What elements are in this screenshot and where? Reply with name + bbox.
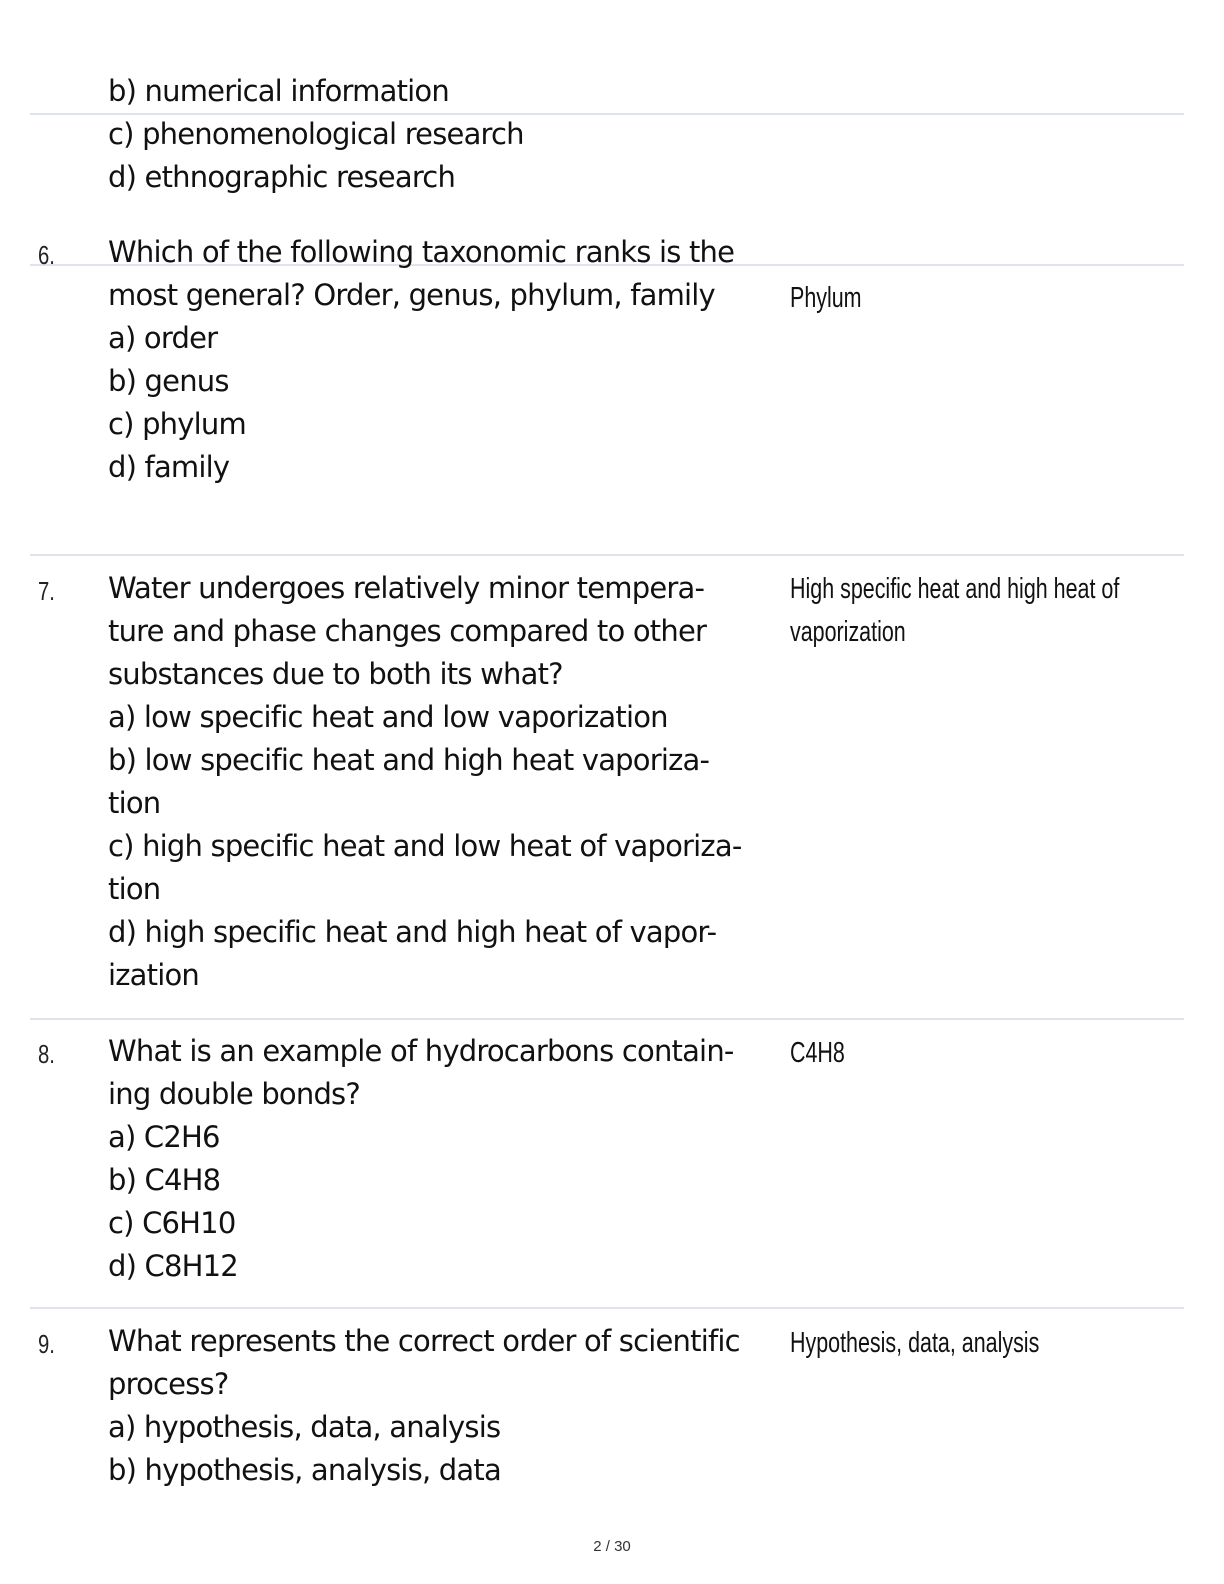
option-b: b) C4H8 bbox=[108, 1163, 221, 1197]
question-number: 9. bbox=[38, 1329, 55, 1359]
answer-text: High specific heat and high heat of bbox=[790, 573, 1120, 605]
option-b: b) genus bbox=[108, 364, 229, 398]
option-d: d) family bbox=[108, 450, 230, 484]
answer-text: Phylum bbox=[790, 282, 862, 314]
row-divider bbox=[30, 1307, 1184, 1309]
option-b: b) low specific heat and high heat vaporiza- bbox=[108, 743, 710, 777]
option-d: d) C8H12 bbox=[108, 1249, 238, 1283]
option-b: tion bbox=[108, 786, 161, 820]
question-number: 6. bbox=[38, 240, 55, 270]
option-c: c) C6H10 bbox=[108, 1206, 236, 1240]
option-c: c) phenomenological research bbox=[108, 117, 524, 151]
question-text: Which of the following taxonomic ranks is the bbox=[108, 235, 735, 269]
option-d: d) ethnographic research bbox=[108, 160, 456, 194]
answer-text: vaporization bbox=[790, 616, 906, 648]
row-divider bbox=[30, 554, 1184, 556]
page-number: 2 / 30 bbox=[593, 1538, 631, 1555]
question-text: process? bbox=[108, 1367, 229, 1401]
question-text: ture and phase changes compared to other bbox=[108, 614, 707, 648]
question-text: most general? Order, genus, phylum, family bbox=[108, 278, 715, 312]
question-number: 8. bbox=[38, 1039, 55, 1069]
option-d: ization bbox=[108, 958, 200, 992]
row-divider bbox=[30, 1018, 1184, 1020]
option-d: d) high specific heat and high heat of vapor- bbox=[108, 915, 717, 949]
option-c: c) phylum bbox=[108, 407, 246, 441]
option-b: b) hypothesis, analysis, data bbox=[108, 1453, 501, 1487]
answer-text: Hypothesis, data, analysis bbox=[790, 1327, 1040, 1359]
question-text: What is an example of hydrocarbons contain- bbox=[108, 1034, 734, 1068]
question-text: Water undergoes relatively minor tempera- bbox=[108, 571, 705, 605]
option-c: c) high specific heat and low heat of vaporiza- bbox=[108, 829, 742, 863]
question-text: What represents the correct order of scientific bbox=[108, 1324, 740, 1358]
question-text: ing double bonds? bbox=[108, 1077, 360, 1111]
question-number: 7. bbox=[38, 576, 55, 606]
option-a: a) C2H6 bbox=[108, 1120, 220, 1154]
option-a: a) hypothesis, data, analysis bbox=[108, 1410, 501, 1444]
answer-text: C4H8 bbox=[790, 1037, 845, 1069]
question-text: substances due to both its what? bbox=[108, 657, 563, 691]
option-a: a) order bbox=[108, 321, 218, 355]
option-b: b) numerical information bbox=[108, 74, 449, 108]
option-c: tion bbox=[108, 872, 161, 906]
option-a: a) low specific heat and low vaporization bbox=[108, 700, 668, 734]
row-divider bbox=[30, 113, 1184, 115]
